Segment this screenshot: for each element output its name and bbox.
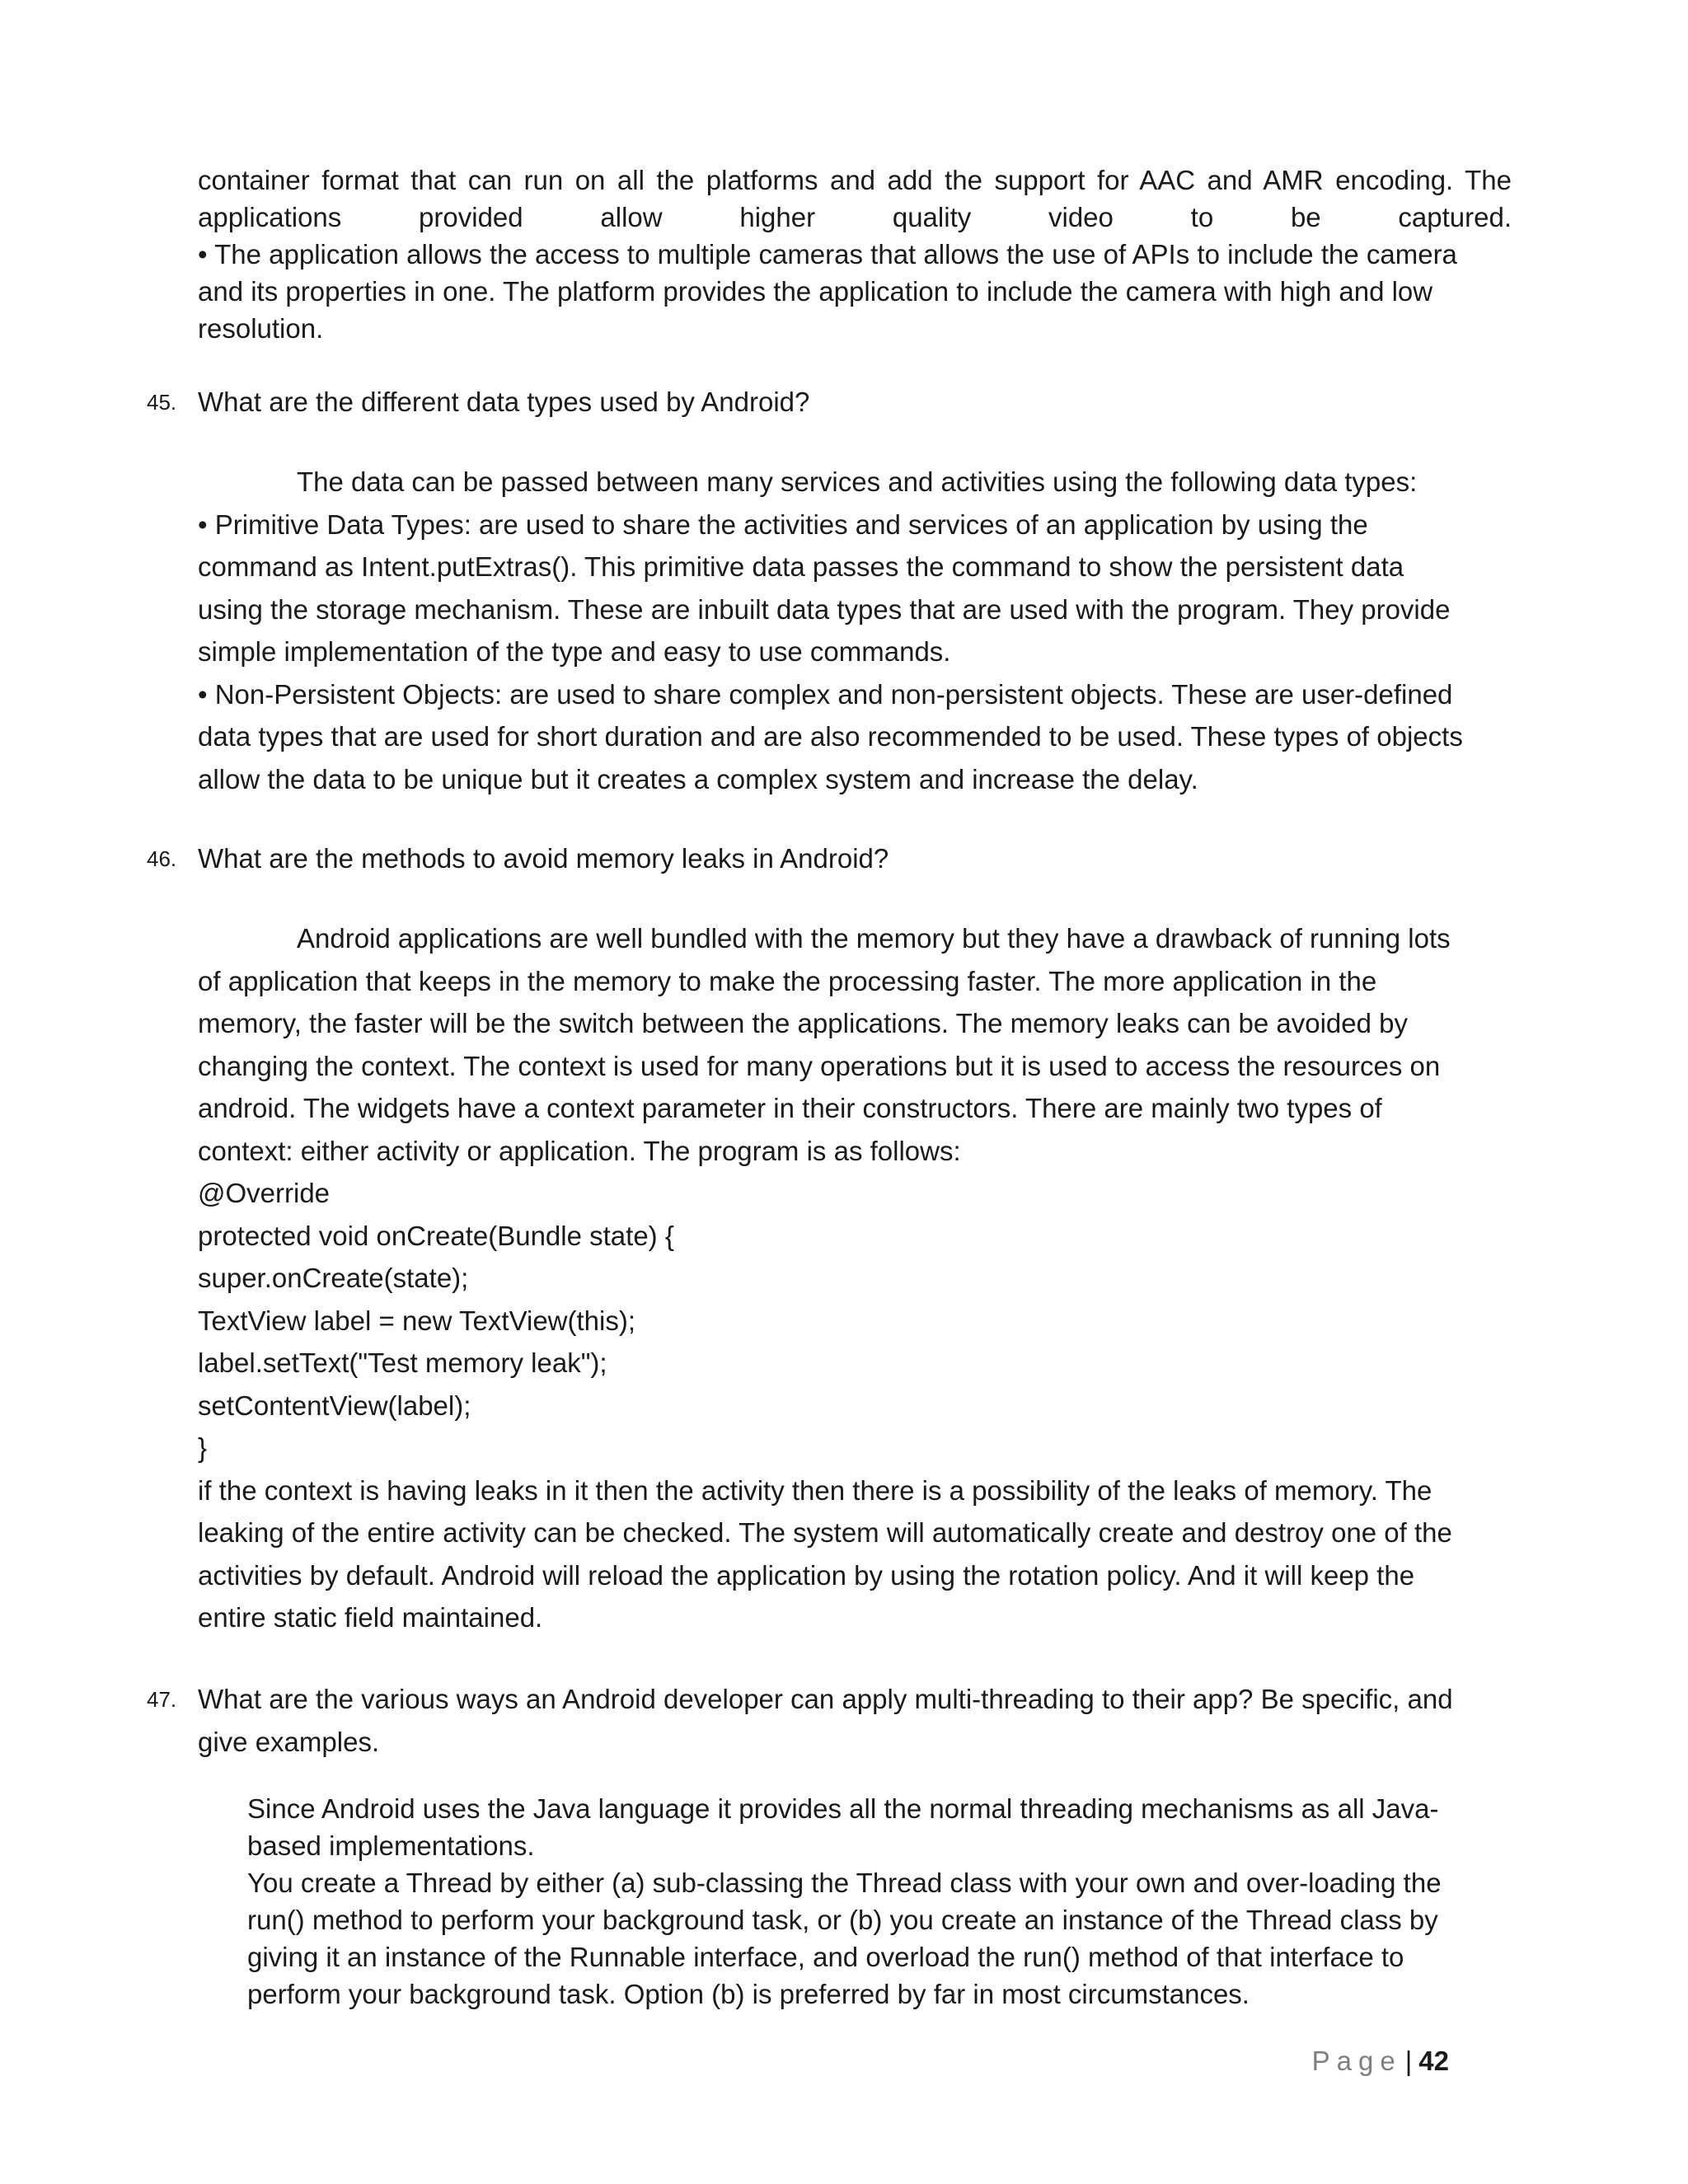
question-number: 45.: [147, 390, 177, 415]
text-line: activities by default. Android will reload the application by using the rotation policy. And it will keep the: [198, 1559, 1415, 1591]
text-line: and its properties in one. The platform provides the application to include the camera with high and low: [198, 276, 1433, 307]
question-number: 46.: [147, 846, 177, 871]
question-line: What are the various ways an Android developer can apply multi-threading to their app? Be specific, and: [198, 1684, 1453, 1714]
text-line: data types that are used for short duration and are also recommended to be used. These types of objects: [198, 721, 1463, 752]
text-line: leaking of the entire activity can be checked. The system will automatically create and destroy one of the: [198, 1517, 1452, 1548]
text-line: changing the context. The context is used for many operations but it is used to access the resources on: [198, 1050, 1441, 1081]
text-line: using the storage mechanism. These are inbuilt data types that are used with the program. They provide: [198, 593, 1451, 625]
page-label: Page: [1311, 2046, 1402, 2076]
text-line: • Primitive Data Types: are used to share the activities and services of an application by using the: [198, 509, 1368, 540]
text-line: applications provided allow higher quality video to be captured.: [198, 202, 1512, 232]
text-line: The data can be passed between many services and activities using the following data types:: [297, 466, 1418, 497]
code-line: setContentView(label);: [198, 1390, 471, 1421]
text-line: You create a Thread by either (a) sub-classing the Thread class with your own and over-loading the: [247, 1868, 1442, 1898]
text-line: resolution.: [198, 313, 324, 344]
text-line: of application that keeps in the memory to make the processing faster. The more application in the: [198, 965, 1377, 996]
answer-paragraph: [247, 1790, 1484, 2013]
answer-paragraph: [198, 917, 1517, 1639]
text-line: context: either activity or application. The program is as follows:: [198, 1135, 961, 1166]
code-line: label.setText("Test memory leak");: [198, 1347, 607, 1378]
code-line: super.onCreate(state);: [198, 1263, 469, 1293]
text-line: allow the data to be unique but it creates a complex system and increase the delay.: [198, 763, 1198, 794]
question-number: 47.: [147, 1687, 177, 1712]
question-heading: What are the methods to avoid memory leaks in Android?: [198, 843, 889, 874]
code-line: }: [198, 1432, 208, 1463]
text-line: run() method to perform your background task, or (b) you create an instance of the Thread class by: [247, 1905, 1438, 1935]
text-line: container format that can run on all the platforms and add the support for AAC and AMR encoding. The: [198, 165, 1512, 195]
page-number: 42: [1418, 2046, 1449, 2076]
text-line: android. The widgets have a context parameter in their constructors. There are mainly two types of: [198, 1093, 1382, 1123]
code-line: @Override: [198, 1178, 331, 1208]
text-line: Since Android uses the Java language it provides all the normal threading mechanisms as all Java-: [247, 1793, 1439, 1824]
text-line: • The application allows the access to multiple cameras that allows the use of APIs to include the camera: [198, 239, 1457, 269]
question-heading: [198, 1678, 1517, 1764]
text-line: entire static field maintained.: [198, 1602, 543, 1633]
text-line: based implementations.: [247, 1830, 535, 1861]
question-heading: What are the different data types used by Android?: [198, 387, 810, 417]
text-line: • Non-Persistent Objects: are used to share complex and non-persistent objects. These are user-defined: [198, 678, 1453, 710]
answer-paragraph: [198, 461, 1517, 800]
text-line: if the context is having leaks in it then the activity then there is a possibility of the leaks of memory. The: [198, 1474, 1432, 1506]
text-line: command as Intent.putExtras(). This primitive data passes the command to show the persistent data: [198, 551, 1404, 582]
code-line: protected void onCreate(Bundle state) {: [198, 1220, 674, 1251]
text-line: memory, the faster will be the switch between the applications. The memory leaks can be avoided by: [198, 1008, 1409, 1038]
code-line: TextView label = new TextView(this);: [198, 1305, 636, 1336]
page-footer: [1312, 2042, 1449, 2079]
text-line: giving it an instance of the Runnable interface, and overload the run() method of that interface to: [247, 1942, 1404, 1972]
text-line: Android applications are well bundled with the memory but they have a drawback of running lots: [297, 923, 1451, 954]
text-line: perform your background task. Option (b) is preferred by far in most circumstances.: [247, 1979, 1250, 2009]
text-line: simple implementation of the type and easy to use commands.: [198, 636, 951, 667]
page-separator: |: [1404, 2046, 1413, 2076]
intro-paragraph: [198, 162, 1512, 347]
question-line: give examples.: [198, 1727, 380, 1757]
